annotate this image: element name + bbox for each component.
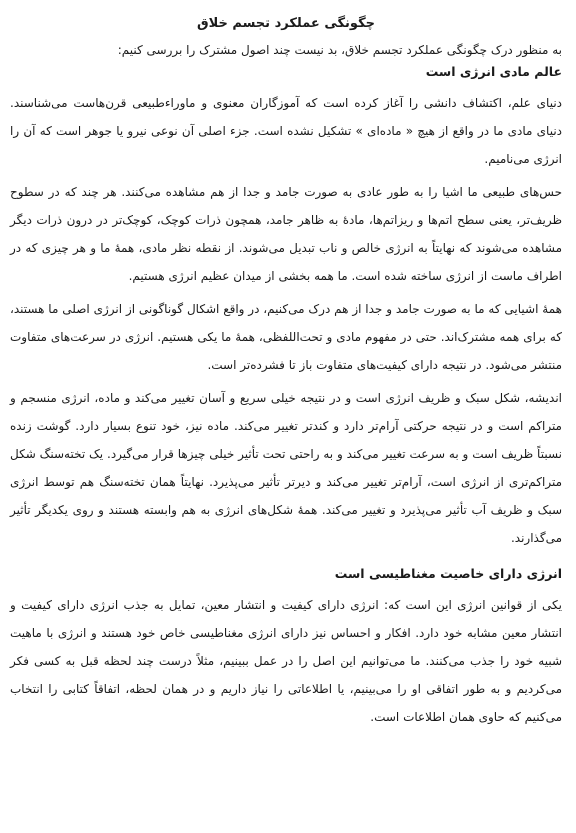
body-paragraph: حس‌های طبیعی ما اشیا را به طور عادی به صورت جامد و جدا از هم مشاهده می‌کنند. هر چند که در سطوح ظریف‌تر، یعنی سطح اتم‌ها و ریزاتم‌ها، مادهٔ به ظاهر جامد، همچون ذرات کوچک، کوچک‌تر در درون ذرات دیگر مشاهده می‌شوند که نهایتاً به انرژی خالص و ناب تبدیل می‌شوند. از نقطه نظر مادی، همهٔ ما و هر چیزی که در اطراف ماست از انرژی ساخته شده است. ما همه بخشی از میدان عظیم انرژی هستیم. [10,185,562,283]
page-title: چگونگی عملکرد تجسم خلاق [196,16,375,31]
document-page [10,14,562,736]
body-paragraph: اندیشه، شکل سبک و ظریف انرژی است و در نتیجه خیلی سریع و آسان تغییر می‌کند و ماده، انرژی منسجم و متراکم است و در نتیجه حرکتی آرام‌تر دارد و کندتر تغییر می‌کند. ماده نیز، خود تنوع بسیار دارد. گوشت زنده نسبتاً ظریف است و به سرعت تغییر می‌کند و به راحتی تحت تأثیر خیلی چیزها قرار می‌گیرد. یک تخته‌سنگ شکل متراکم‌تری از انرژی است، آرام‌تر تغییر می‌کند و دیرتر تأثیر می‌پذیرد. نهایتاً همان تخته‌سنگ هم توسط انرژی سبک و ظریف آب تأثیر می‌پذیرد و تغییر می‌کند. همهٔ شکل‌های انرژی به هم وابسته هستند و روی یکدیگر تأثیر می‌گذارند. [10,391,562,545]
body-paragraph: یکی از قوانین انرژی این است که: انرژی دارای کیفیت و انتشار معین، تمایل به جذب انرژی دارای کیفیت و انتشار معین مشابه خود دارد. افکار و احساس نیز دارای انرژی مغناطیسی خاص خود هستند و انرژی با ماهیت شبیه خود را جذب می‌کنند. ما می‌توانیم این اصل را در عمل ببینیم، مثلاً درست چند لحظه قبل به کسی فکر می‌کردیم و به طور اتفاقی او را می‌بینیم، یا اطلاعاتی را نیاز داریم و در همان لحظه، اتفاقاً کتابی را انتخاب می‌کنیم که حاوی همان اطلاعات است. [10,598,562,724]
intro-paragraph: به منظور درک چگونگی عملکرد تجسم خلاق، بد نیست چند اصول مشترک را بررسی کنیم: [117,43,562,57]
section-heading-energy: عالم مادی انرژی است [425,64,562,79]
body-paragraph: دنیای علم، اکتشاف دانشی را آغاز کرده است که آموزگاران معنوی و ماوراءطبیعی قرن‌هاست می‌شناسند. دنیای مادی ما در واقع از هیچ « ماده‌ای » تشکیل نشده است. جزء اصلی آن نوعی نیرو یا جوهر است که آن را انرژی می‌نامیم. [10,96,562,166]
section-heading-magnetism: انرژی دارای خاصیت مغناطیسی است [334,566,562,581]
body-paragraph: همهٔ اشیایی که ما به صورت جامد و جدا از هم درک می‌کنیم، در واقع اشکال گوناگونی از انرژی اصلی ما هستند، که برای همه مشترک‌اند. حتی در مفهوم مادی و تحت‌اللفظی، همهٔ ما یکی هستیم. انرژی در سرعت‌های متفاوت منتشر می‌شود. در نتیجه دارای کیفیت‌های متفاوت باز تا فشرده‌تر است. [10,302,562,372]
